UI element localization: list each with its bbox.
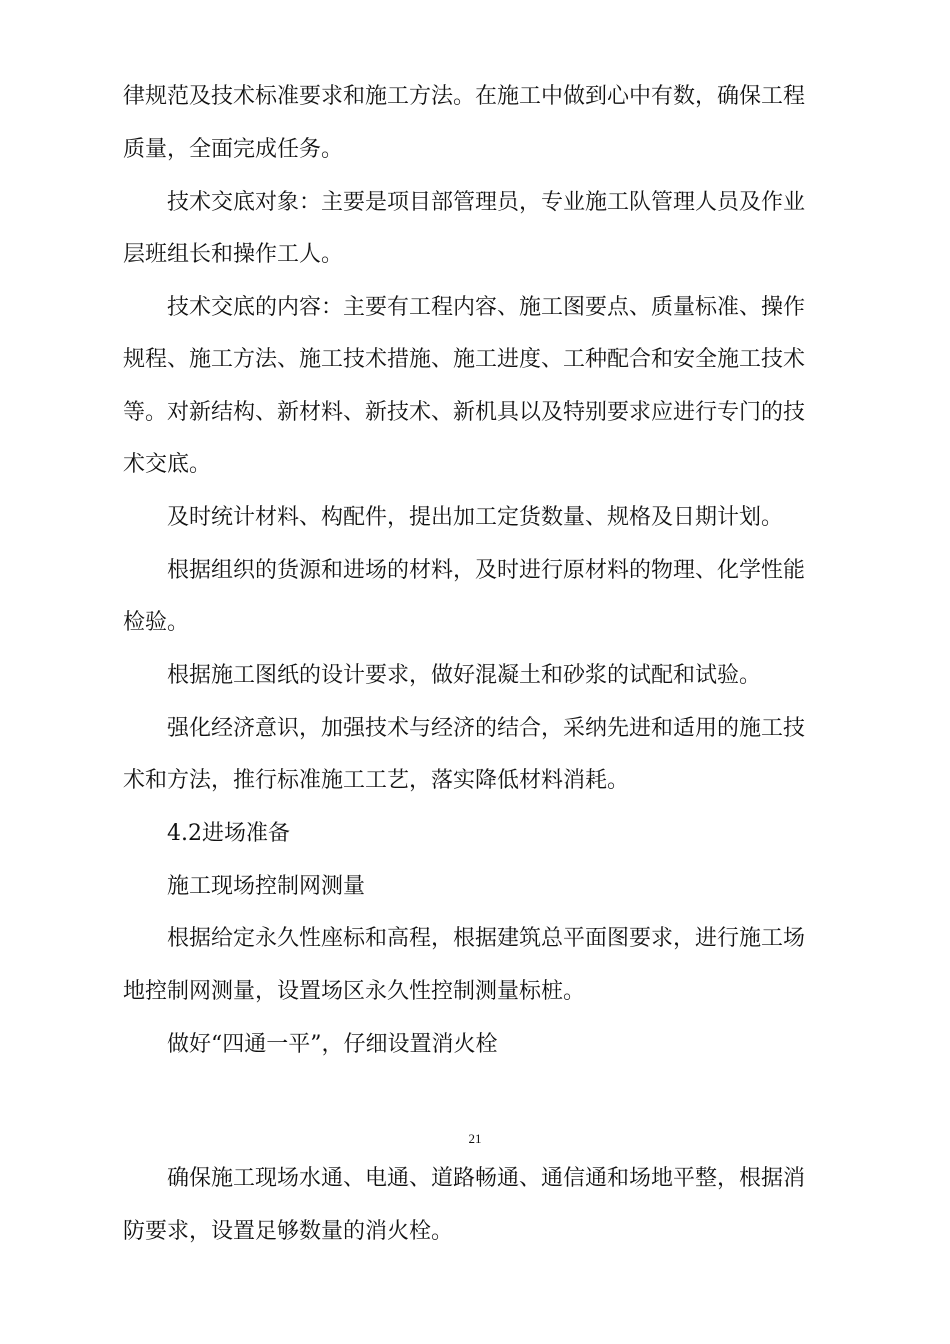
text-line: 根据给定永久性座标和高程，根据建筑总平面图要求，进行施工场 — [123, 926, 806, 951]
text-line: 及时统计材料、构配件，提出加工定货数量、规格及日期计划。 — [123, 505, 784, 530]
subsection-heading: 施工现场控制网测量 — [123, 874, 366, 899]
text-line: 术交底。 — [123, 452, 212, 477]
subsection-heading: 做好“四通一平”，仔细设置消火栓 — [123, 1032, 498, 1057]
text-line: 规程、施工方法、施工技术措施、施工进度、工种配合和安全施工技术 — [123, 347, 806, 372]
text-line: 地控制网测量，设置场区永久性控制测量标桩。 — [123, 979, 586, 1004]
text-line: 确保施工现场水通、电通、道路畅通、通信通和场地平整，根据消 — [123, 1166, 806, 1191]
text-line: 根据组织的货源和进场的材料，及时进行原材料的物理、化学性能 — [123, 558, 806, 583]
text-line: 强化经济意识，加强技术与经济的结合，采纳先进和适用的施工技 — [123, 716, 806, 741]
page-number: 21 — [468, 1131, 482, 1146]
text-line: 术和方法，推行标准施工工艺，落实降低材料消耗。 — [123, 768, 630, 793]
text-line: 律规范及技术标准要求和施工方法。在施工中做到心中有数，确保工程 — [123, 84, 806, 109]
text-line: 等。对新结构、新材料、新技术、新机具以及特别要求应进行专门的技 — [123, 400, 806, 425]
text-line: 防要求，设置足够数量的消火栓。 — [123, 1219, 454, 1244]
text-line: 技术交底的内容：主要有工程内容、施工图要点、质量标准、操作 — [123, 295, 806, 320]
section-heading: 4.2进场准备 — [123, 821, 290, 846]
text-line: 质量，全面完成任务。 — [123, 137, 344, 162]
text-line: 层班组长和操作工人。 — [123, 242, 344, 267]
text-line: 技术交底对象：主要是项目部管理员，专业施工队管理人员及作业 — [123, 190, 806, 215]
text-line: 检验。 — [123, 610, 190, 635]
text-line: 根据施工图纸的设计要求，做好混凝土和砂浆的试配和试验。 — [123, 663, 762, 688]
